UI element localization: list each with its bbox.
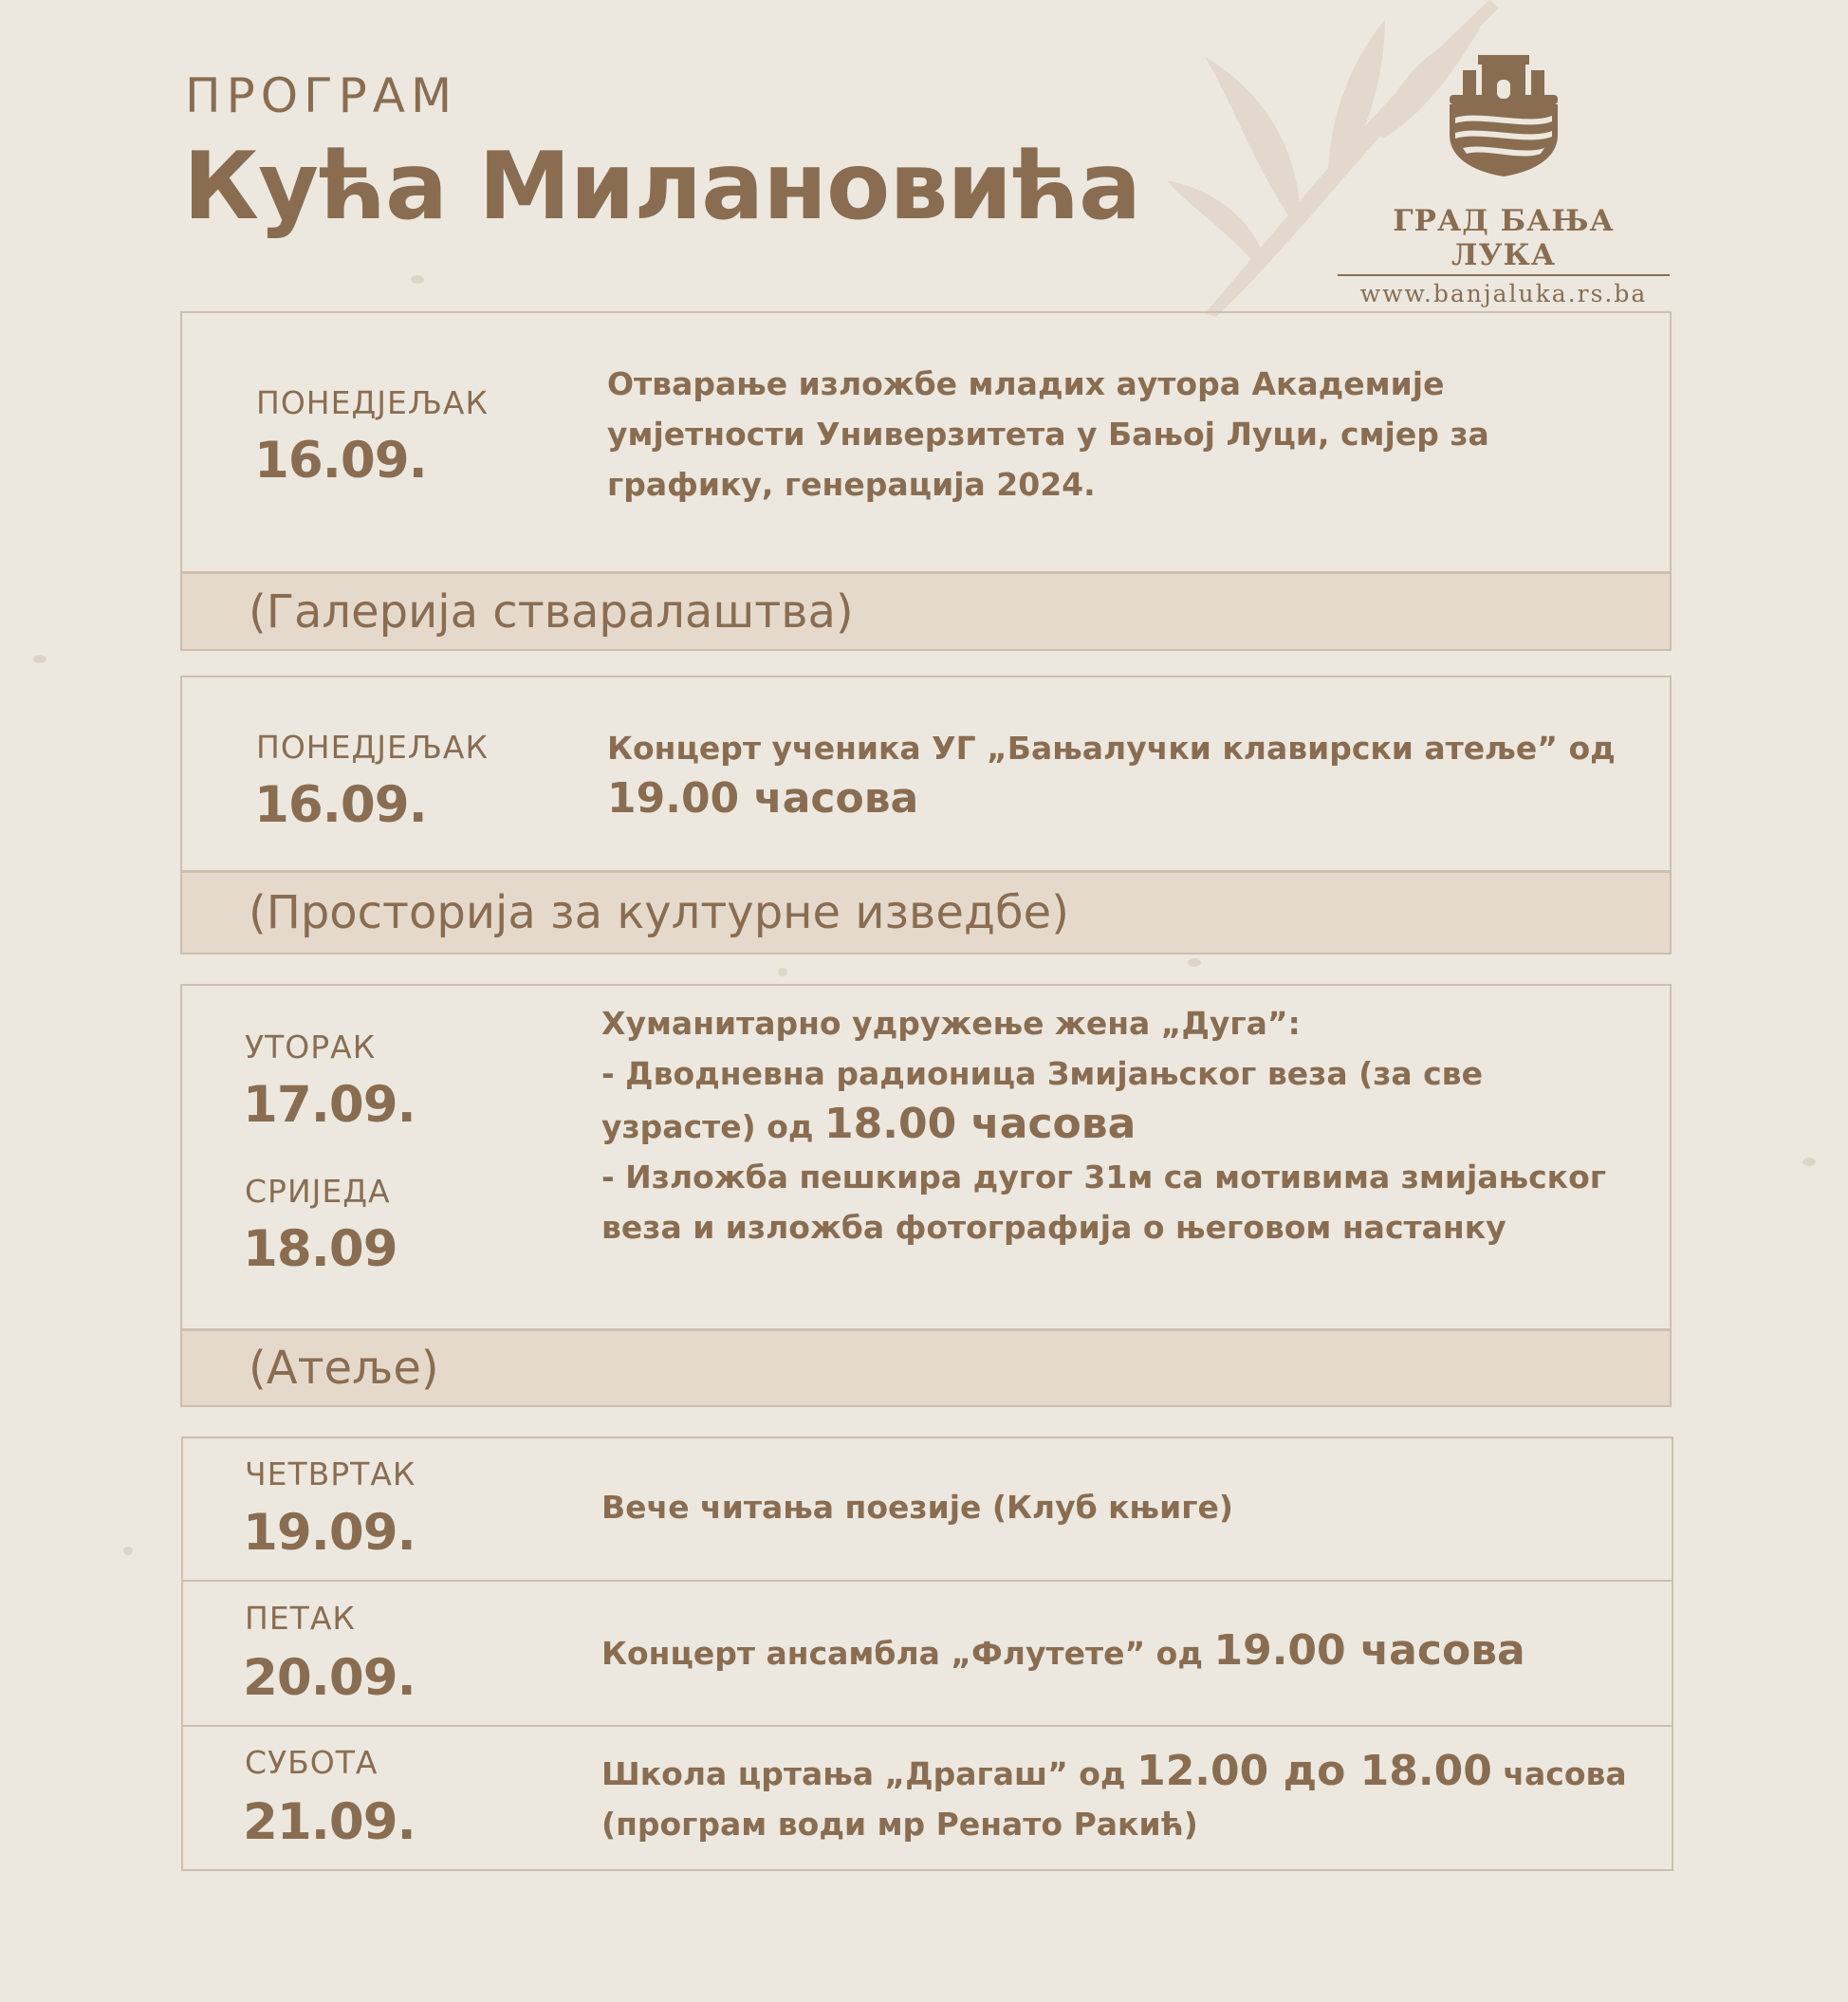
- event-day: ПЕТАК: [245, 1600, 356, 1637]
- event-date: 17.09.: [243, 1076, 416, 1134]
- city-website: www.banjaluka.rs.ba: [1359, 280, 1648, 307]
- event-time: 12.00 до 18.00: [1137, 1747, 1492, 1795]
- event-date: 19.09.: [243, 1504, 416, 1562]
- event-date: 16.09.: [254, 776, 427, 834]
- event-heading: Хуманитарно удружење жена „Дуга”:: [601, 1005, 1301, 1042]
- event-day: ЧЕТВРТАК: [245, 1455, 416, 1492]
- event-description: [601, 1625, 1626, 1678]
- event-day: СРИЈЕДА: [245, 1173, 391, 1210]
- city-name: ГРАД БАЊА ЛУКА: [1338, 204, 1670, 276]
- event-line: - Изложба пешкира дугог 31м са мотивима змијањског веза и изложба фотографија о његовом настанку: [601, 1159, 1606, 1246]
- event-description: Отварање изложбе младих аутора Академије умјетности Универзитета у Бањој Луци, смјер за графику, генерација 2024.: [607, 365, 1489, 503]
- event-description-text: Школа цртања „Драгаш” од: [601, 1755, 1126, 1792]
- event-description: Вече читања поезије (Клуб књиге): [601, 1489, 1233, 1526]
- event-description-text: Концерт ансамбла „Флутете” од: [601, 1635, 1203, 1672]
- event-description-text: Концерт ученика УГ „Бањалучки клавирски атеље” од: [607, 730, 1616, 767]
- event-description: [601, 1746, 1645, 1849]
- event-time: 18.00 часова: [824, 1100, 1137, 1148]
- event-line: - Дводневна радионица Змијањског веза (за све узрасте) од: [601, 1055, 1483, 1145]
- page-title: Кућа Милановића: [183, 133, 1141, 241]
- event-description-end: часова: [1503, 1755, 1627, 1792]
- event-date: 21.09.: [243, 1793, 416, 1851]
- event-day: ПОНЕДЈЕЉАК: [256, 729, 489, 766]
- event-time: 19.00 часова: [1213, 1626, 1525, 1675]
- event-time: 19.00 часова: [607, 774, 919, 823]
- program-kicker: ПРОГРАМ: [185, 68, 458, 123]
- event-day: УТОРАК: [245, 1029, 377, 1066]
- event-location: (Просторија за културне изведбе): [180, 871, 1672, 955]
- event-location: (Атеље): [180, 1329, 1672, 1407]
- city-logo: [1338, 49, 1670, 307]
- row-divider: [181, 1725, 1672, 1727]
- event-day: СУБОТА: [245, 1744, 379, 1781]
- event-location: (Галерија стваралаштва): [180, 572, 1672, 651]
- event-note: (програм води мр Ренато Ракић): [601, 1806, 1198, 1843]
- event-description: [601, 998, 1626, 1252]
- event-day: ПОНЕДЈЕЉАК: [256, 384, 489, 421]
- event-date: 16.09.: [254, 432, 427, 490]
- event-date: 20.09.: [243, 1649, 416, 1707]
- row-divider: [181, 1580, 1672, 1582]
- city-coat-of-arms-icon: [1442, 49, 1565, 177]
- event-description: [607, 723, 1632, 826]
- event-date: 18.09: [243, 1220, 397, 1278]
